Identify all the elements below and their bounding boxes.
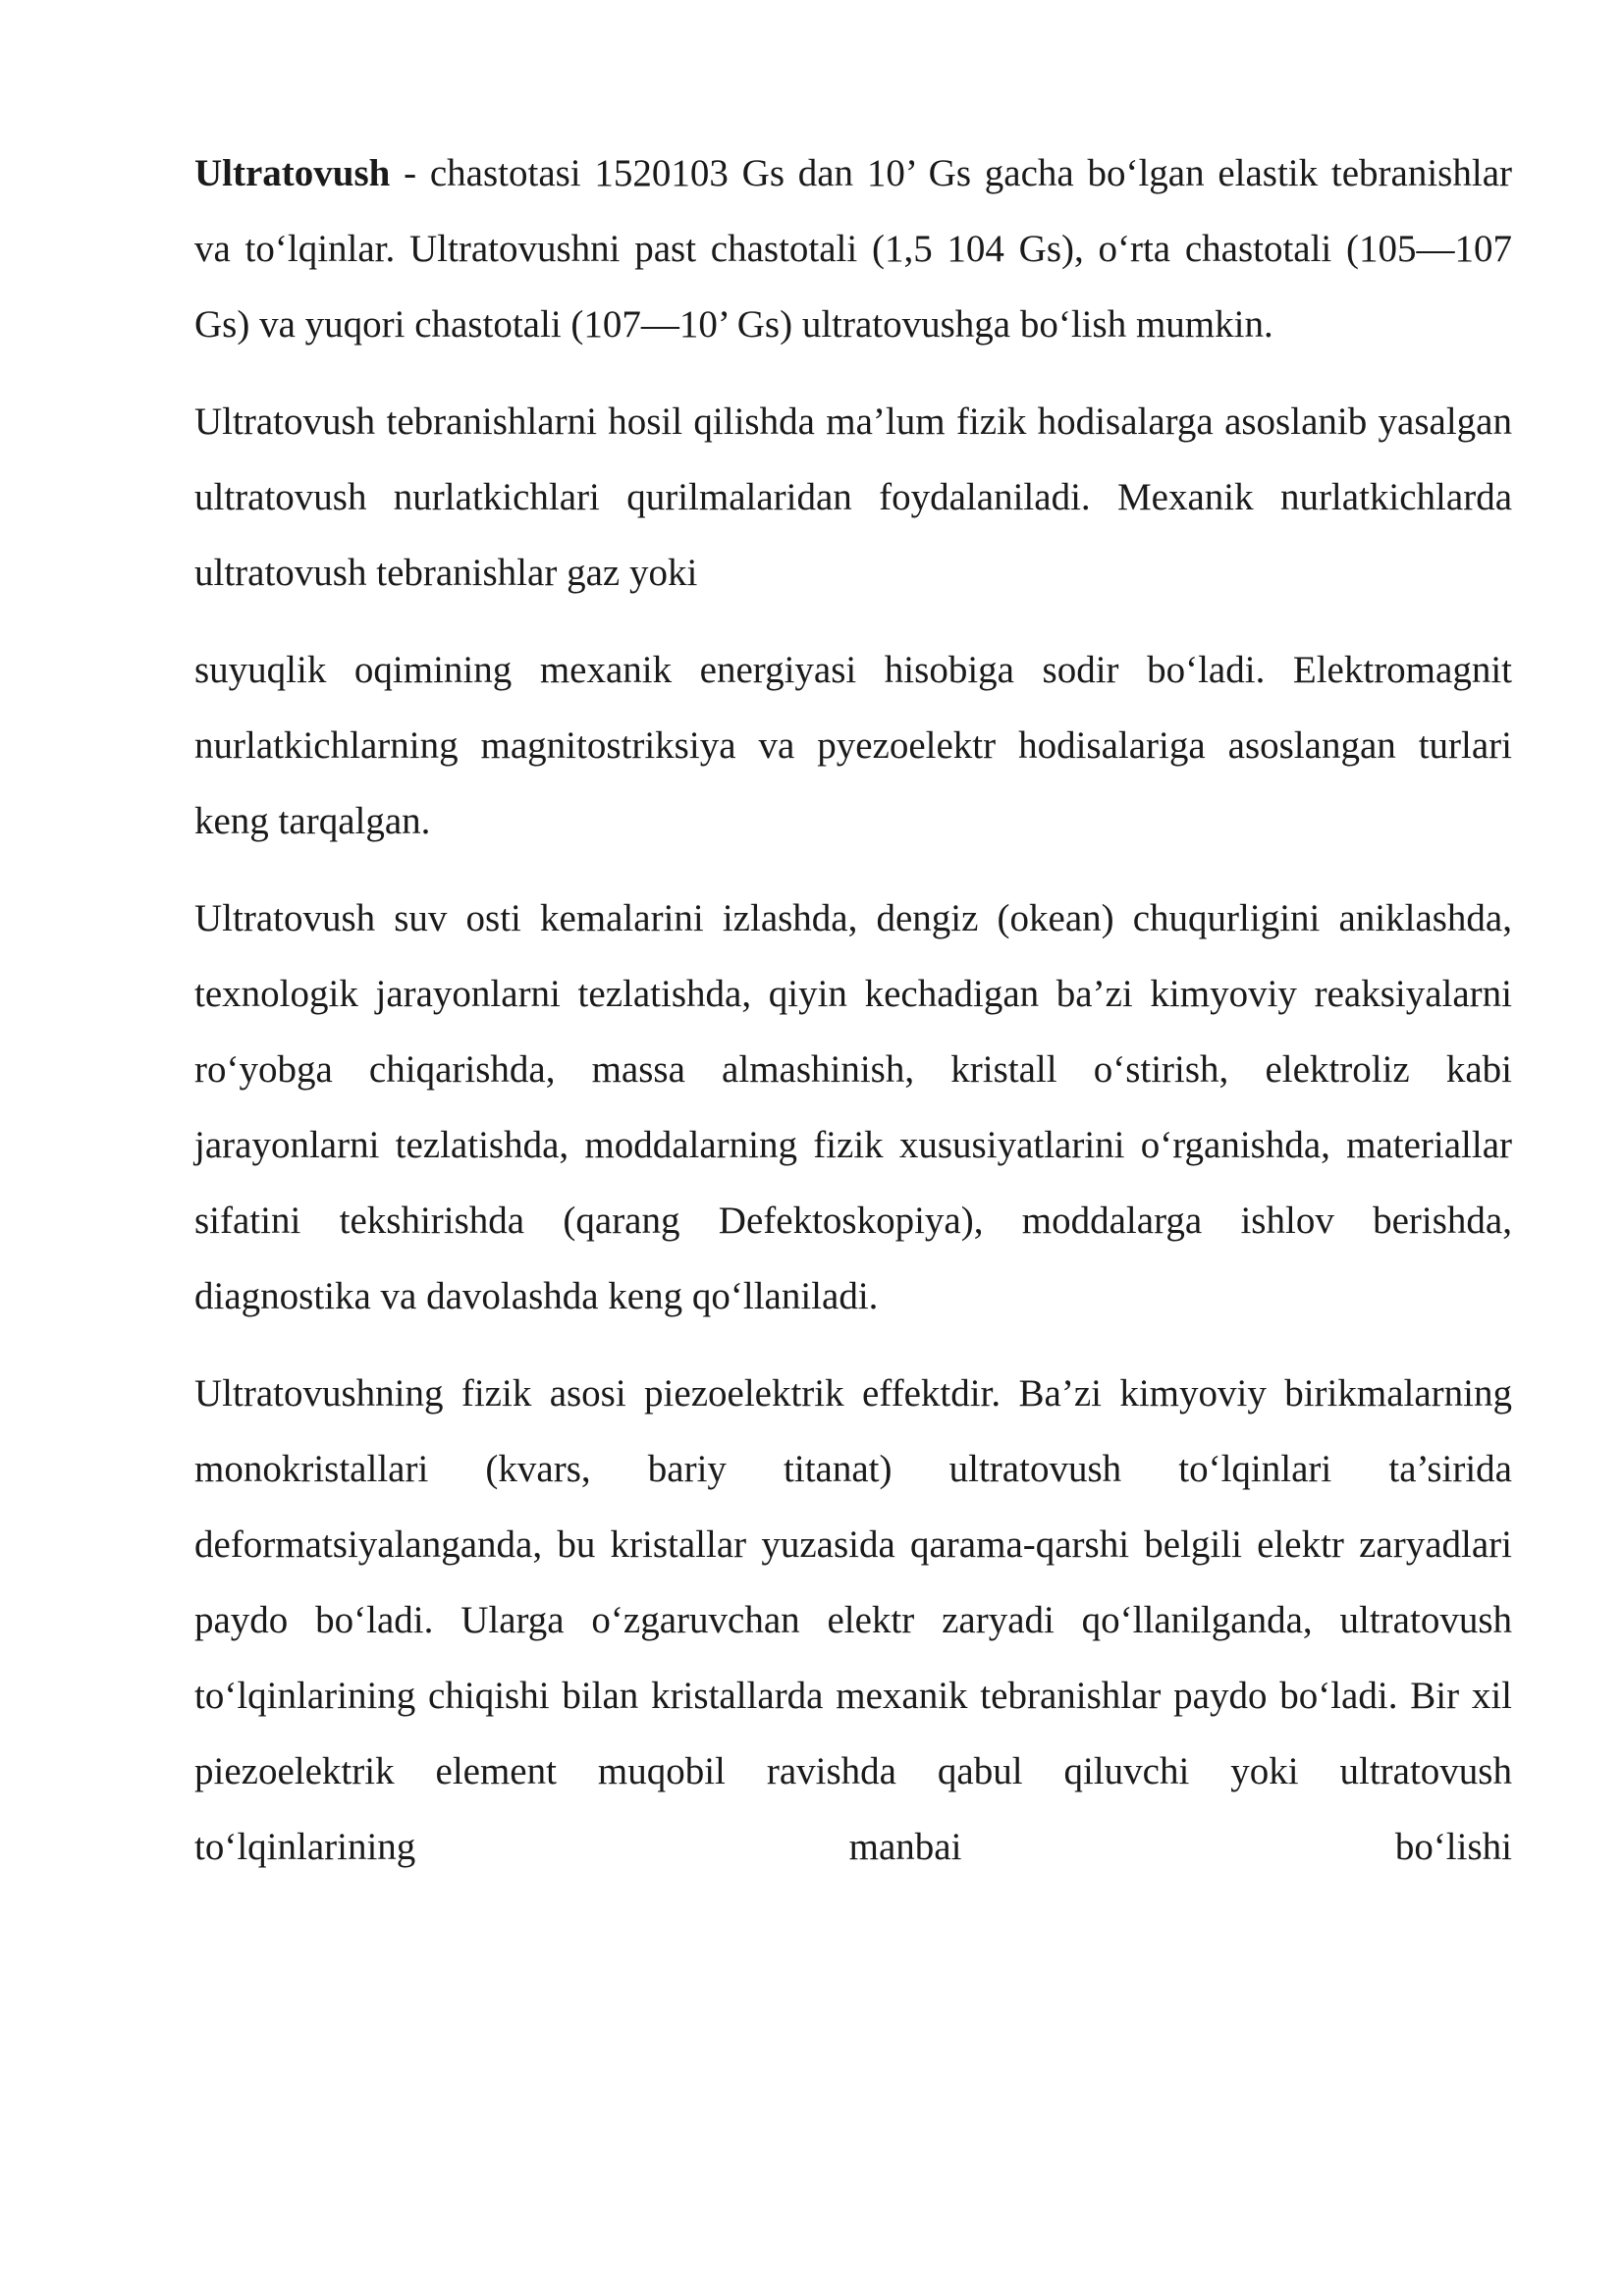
paragraph-text: Ultratovush tebranishlarni hosil qilishda ma’lum fizik hodisalarga asoslanib yasalgan ultratovush nurlatkichlari qurilmalaridan foydalaniladi. Mexanik nurlatkichlarda ultratovush tebranishlar gaz yoki [194,400,1512,594]
paragraph-emitters [194,384,1512,611]
paragraph-text: Ultratovushning fizik asosi piezoelektrik effektdir. Ba’zi kimyoviy birikmalarning monokristallari (kvars, bariy titanat) ultratovush to‘lqinlari ta’sirida deformatsiyalanganda, bu kristallar yuzasida qarama-qarshi belgili elektr zaryadlari paydo bo‘ladi. Ularga o‘zgaruvchan elektr zaryadi qo‘llanilganda, ultratovush to‘lqinlarining chiqishi bilan kristallarda mexanik tebranishlar paydo bo‘ladi. Bir xil piezoelektrik element muqobil ravishda qabul qiluvchi yoki ultratovush to‘lqinlarining manbai bo‘lishi [194,1372,1512,1868]
paragraph-text: - chastotasi 1520103 Gs dan 10’ Gs gacha bo‘lgan elastik tebranishlar va to‘lqinlar. Ultratovushni past chastotali (1,5 104 Gs), o‘rta chastotali (105—107 Gs) va yuqori chastotali (107—10’ Gs) ultratovushga bo‘lish mumkin. [194,152,1512,346]
paragraph-text: suyuqlik oqimining mexanik energiyasi hisobiga sodir bo‘ladi. Elektromagnit nurlatkichlarning magnitostriksiya va pyezoelektr hodisalariga asoslangan turlari keng tarqalgan. [194,649,1512,842]
paragraph-applications [194,881,1512,1334]
paragraph-definition [194,135,1512,362]
paragraph-text: Ultratovush suv osti kemalarini izlashda, dengiz (okean) chuqurligini aniklashda, texnologik jarayonlarni tezlatishda, qiyin kechadigan ba’zi kimyoviy reaksiyalarni ro‘yobga chiqarishda, massa almashinish, kristall o‘stirish, elektroliz kabi jarayonlarni tezlatishda, moddalarning fizik xususiyatlarini o‘rganishda, materiallar sifatini tekshirishda (qarang Defektoskopiya), moddalarga ishlov berishda, diagnostika va davolashda keng qo‘llaniladi. [194,897,1512,1317]
document-body [194,135,1512,1906]
term-heading: Ultratovush [194,152,391,194]
paragraph-piezoelectric [194,1356,1512,1885]
paragraph-mechanical [194,632,1512,859]
